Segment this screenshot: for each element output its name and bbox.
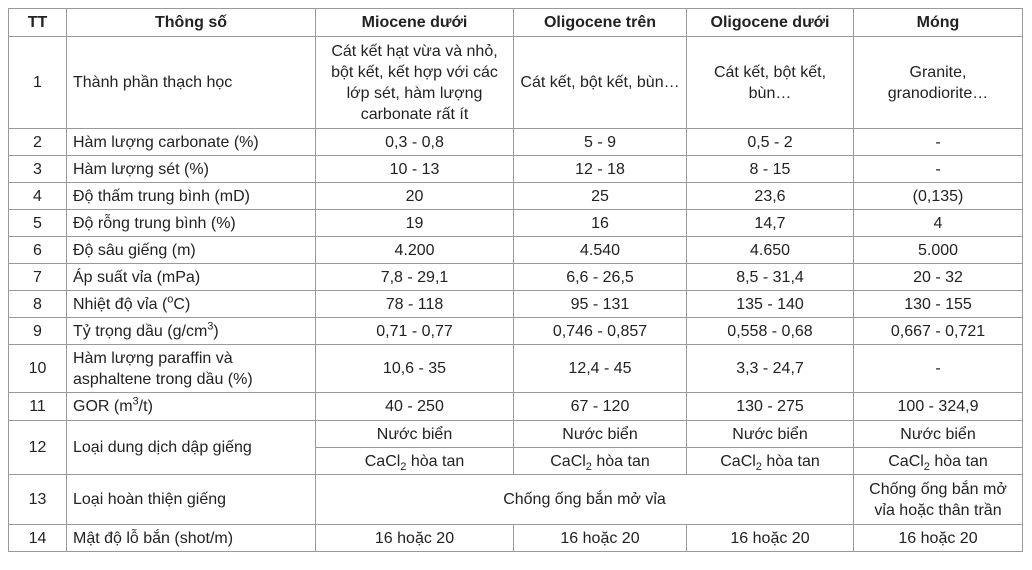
fluid-text-end: hòa tan — [406, 452, 465, 470]
parameter-superscript: 3 — [132, 395, 139, 408]
cell-parameter: Thành phần thạch học — [67, 37, 316, 129]
table-row — [9, 421, 1023, 448]
cell-tt: 1 — [9, 37, 67, 129]
cell-miocene-duoi: 78 - 118 — [316, 291, 514, 318]
cell-miocene-duoi: 19 — [316, 210, 514, 237]
parameter-text-end: C) — [173, 295, 191, 313]
cell-miocene-duoi: Cát kết hạt vừa và nhỏ, bột kết, kết hợp với các lớp sét, hàm lượng carbonate rất ít — [316, 37, 514, 129]
cell-mong: 16 hoặc 20 — [854, 525, 1023, 552]
cell-mong: 20 - 32 — [854, 264, 1023, 291]
cell-mong: Granite, granodiorite… — [854, 37, 1023, 129]
cell-tt: 13 — [9, 475, 67, 525]
header-tt: TT — [9, 9, 67, 37]
cell-miocene-duoi: 16 hoặc 20 — [316, 525, 514, 552]
cell-parameter: Loại dung dịch dập giếng — [67, 421, 316, 475]
parameter-text: GOR (m — [73, 398, 133, 415]
cell-oligocene-duoi: 16 hoặc 20 — [687, 525, 854, 552]
header-miocene-duoi: Miocene dưới — [316, 9, 514, 37]
header-oligocene-tren: Oligocene trên — [514, 9, 687, 37]
table-row — [9, 318, 1023, 345]
reservoir-parameters-table — [8, 8, 1023, 552]
reservoir-parameters-table-container — [8, 8, 1023, 552]
fluid-text: CaCl — [364, 452, 401, 470]
parameter-superscript: 3 — [207, 320, 214, 333]
parameter-text-end: /t) — [138, 398, 153, 415]
table-row — [9, 345, 1023, 393]
table-row — [9, 264, 1023, 291]
cell-tt: 3 — [9, 156, 67, 183]
cell-mong: - — [854, 156, 1023, 183]
table-row — [9, 291, 1023, 318]
fluid-text: CaCl — [550, 452, 586, 470]
fluid-subscript: 2 — [585, 460, 592, 473]
cell-oligocene-tren — [514, 448, 687, 475]
cell-oligocene-tren: 25 — [514, 183, 687, 210]
table-row — [9, 475, 1023, 525]
cell-parameter: Hàm lượng carbonate (%) — [67, 129, 316, 156]
cell-oligocene-tren: 16 hoặc 20 — [514, 525, 687, 552]
cell-tt: 12 — [9, 421, 67, 475]
cell-miocene-duoi: 0,71 - 0,77 — [316, 318, 514, 345]
cell-tt: 14 — [9, 525, 67, 552]
cell-mong: (0,135) — [854, 183, 1023, 210]
cell-miocene-duoi: Nước biển — [316, 421, 514, 448]
cell-oligocene-duoi: 8 - 15 — [687, 156, 854, 183]
cell-merged-completion: Chống ống bắn mở vỉa — [316, 475, 854, 525]
parameter-superscript: o — [167, 293, 174, 306]
cell-oligocene-tren: 12 - 18 — [514, 156, 687, 183]
cell-mong: 5.000 — [854, 237, 1023, 264]
cell-miocene-duoi: 10,6 - 35 — [316, 345, 514, 393]
cell-parameter: Hàm lượng sét (%) — [67, 156, 316, 183]
cell-tt: 7 — [9, 264, 67, 291]
cell-oligocene-tren: 0,746 - 0,857 — [514, 318, 687, 345]
cell-parameter — [67, 318, 316, 345]
cell-mong: Nước biển — [854, 421, 1023, 448]
cell-mong: - — [854, 129, 1023, 156]
fluid-text-end: hòa tan — [591, 452, 650, 470]
cell-tt: 9 — [9, 318, 67, 345]
cell-parameter: Độ rỗng trung bình (%) — [67, 210, 316, 237]
cell-oligocene-duoi: 0,558 - 0,68 — [687, 318, 854, 345]
cell-oligocene-duoi: 130 - 275 — [687, 393, 854, 421]
cell-oligocene-duoi: Nước biển — [687, 421, 854, 448]
cell-mong: Chống ống bắn mở vỉa hoặc thân trần — [854, 475, 1023, 525]
fluid-subscript: 2 — [923, 460, 930, 473]
parameter-text-end: ) — [213, 322, 219, 340]
cell-tt: 6 — [9, 237, 67, 264]
cell-tt: 2 — [9, 129, 67, 156]
cell-tt: 11 — [9, 393, 67, 421]
fluid-subscript: 2 — [400, 460, 407, 473]
table-row — [9, 525, 1023, 552]
cell-oligocene-tren: 16 — [514, 210, 687, 237]
cell-parameter — [67, 291, 316, 318]
cell-oligocene-tren: 12,4 - 45 — [514, 345, 687, 393]
cell-parameter: Độ sâu giếng (m) — [67, 237, 316, 264]
cell-parameter: Áp suất vỉa (mPa) — [67, 264, 316, 291]
fluid-subscript: 2 — [755, 460, 762, 473]
cell-parameter: Loại hoàn thiện giếng — [67, 475, 316, 525]
table-row — [9, 156, 1023, 183]
cell-oligocene-duoi: 14,7 — [687, 210, 854, 237]
cell-tt: 4 — [9, 183, 67, 210]
table-row — [9, 37, 1023, 129]
cell-miocene-duoi: 10 - 13 — [316, 156, 514, 183]
cell-oligocene-duoi: Cát kết, bột kết, bùn… — [687, 37, 854, 129]
header-mong: Móng — [854, 9, 1023, 37]
cell-miocene-duoi: 0,3 - 0,8 — [316, 129, 514, 156]
fluid-text: CaCl — [720, 452, 756, 470]
table-row — [9, 393, 1023, 421]
cell-tt: 8 — [9, 291, 67, 318]
cell-parameter — [67, 393, 316, 421]
cell-oligocene-duoi: 0,5 - 2 — [687, 129, 854, 156]
header-parameter: Thông số — [67, 9, 316, 37]
cell-parameter: Hàm lượng paraffin và asphaltene trong dầu (%) — [67, 345, 316, 393]
cell-miocene-duoi: 20 — [316, 183, 514, 210]
cell-mong: 100 - 324,9 — [854, 393, 1023, 421]
fluid-text-end: hòa tan — [929, 452, 988, 470]
cell-miocene-duoi: 40 - 250 — [316, 393, 514, 421]
cell-tt: 10 — [9, 345, 67, 393]
cell-oligocene-duoi: 4.650 — [687, 237, 854, 264]
cell-oligocene-duoi — [687, 448, 854, 475]
cell-miocene-duoi: 7,8 - 29,1 — [316, 264, 514, 291]
cell-miocene-duoi — [316, 448, 514, 475]
header-row — [9, 9, 1023, 37]
cell-mong: - — [854, 345, 1023, 393]
cell-oligocene-tren: 6,6 - 26,5 — [514, 264, 687, 291]
cell-mong: 0,667 - 0,721 — [854, 318, 1023, 345]
parameter-text: Tỷ trọng dầu (g/cm — [73, 322, 208, 340]
cell-oligocene-duoi: 8,5 - 31,4 — [687, 264, 854, 291]
cell-oligocene-tren: 67 - 120 — [514, 393, 687, 421]
table-row — [9, 237, 1023, 264]
table-row — [9, 129, 1023, 156]
cell-oligocene-tren: 4.540 — [514, 237, 687, 264]
header-oligocene-duoi: Oligocene dưới — [687, 9, 854, 37]
table-row — [9, 183, 1023, 210]
cell-oligocene-tren: 5 - 9 — [514, 129, 687, 156]
cell-oligocene-tren: 95 - 131 — [514, 291, 687, 318]
cell-mong: 130 - 155 — [854, 291, 1023, 318]
cell-oligocene-tren: Nước biển — [514, 421, 687, 448]
table-row — [9, 210, 1023, 237]
cell-tt: 5 — [9, 210, 67, 237]
fluid-text-end: hòa tan — [761, 452, 820, 470]
cell-mong: 4 — [854, 210, 1023, 237]
parameter-text: Nhiệt độ vỉa ( — [73, 295, 168, 313]
fluid-text: CaCl — [888, 452, 924, 470]
cell-oligocene-duoi: 23,6 — [687, 183, 854, 210]
cell-miocene-duoi: 4.200 — [316, 237, 514, 264]
cell-mong — [854, 448, 1023, 475]
cell-oligocene-duoi: 135 - 140 — [687, 291, 854, 318]
cell-parameter: Độ thấm trung bình (mD) — [67, 183, 316, 210]
cell-oligocene-tren: Cát kết, bột kết, bùn… — [514, 37, 687, 129]
cell-parameter: Mật độ lỗ bắn (shot/m) — [67, 525, 316, 552]
cell-oligocene-duoi: 3,3 - 24,7 — [687, 345, 854, 393]
